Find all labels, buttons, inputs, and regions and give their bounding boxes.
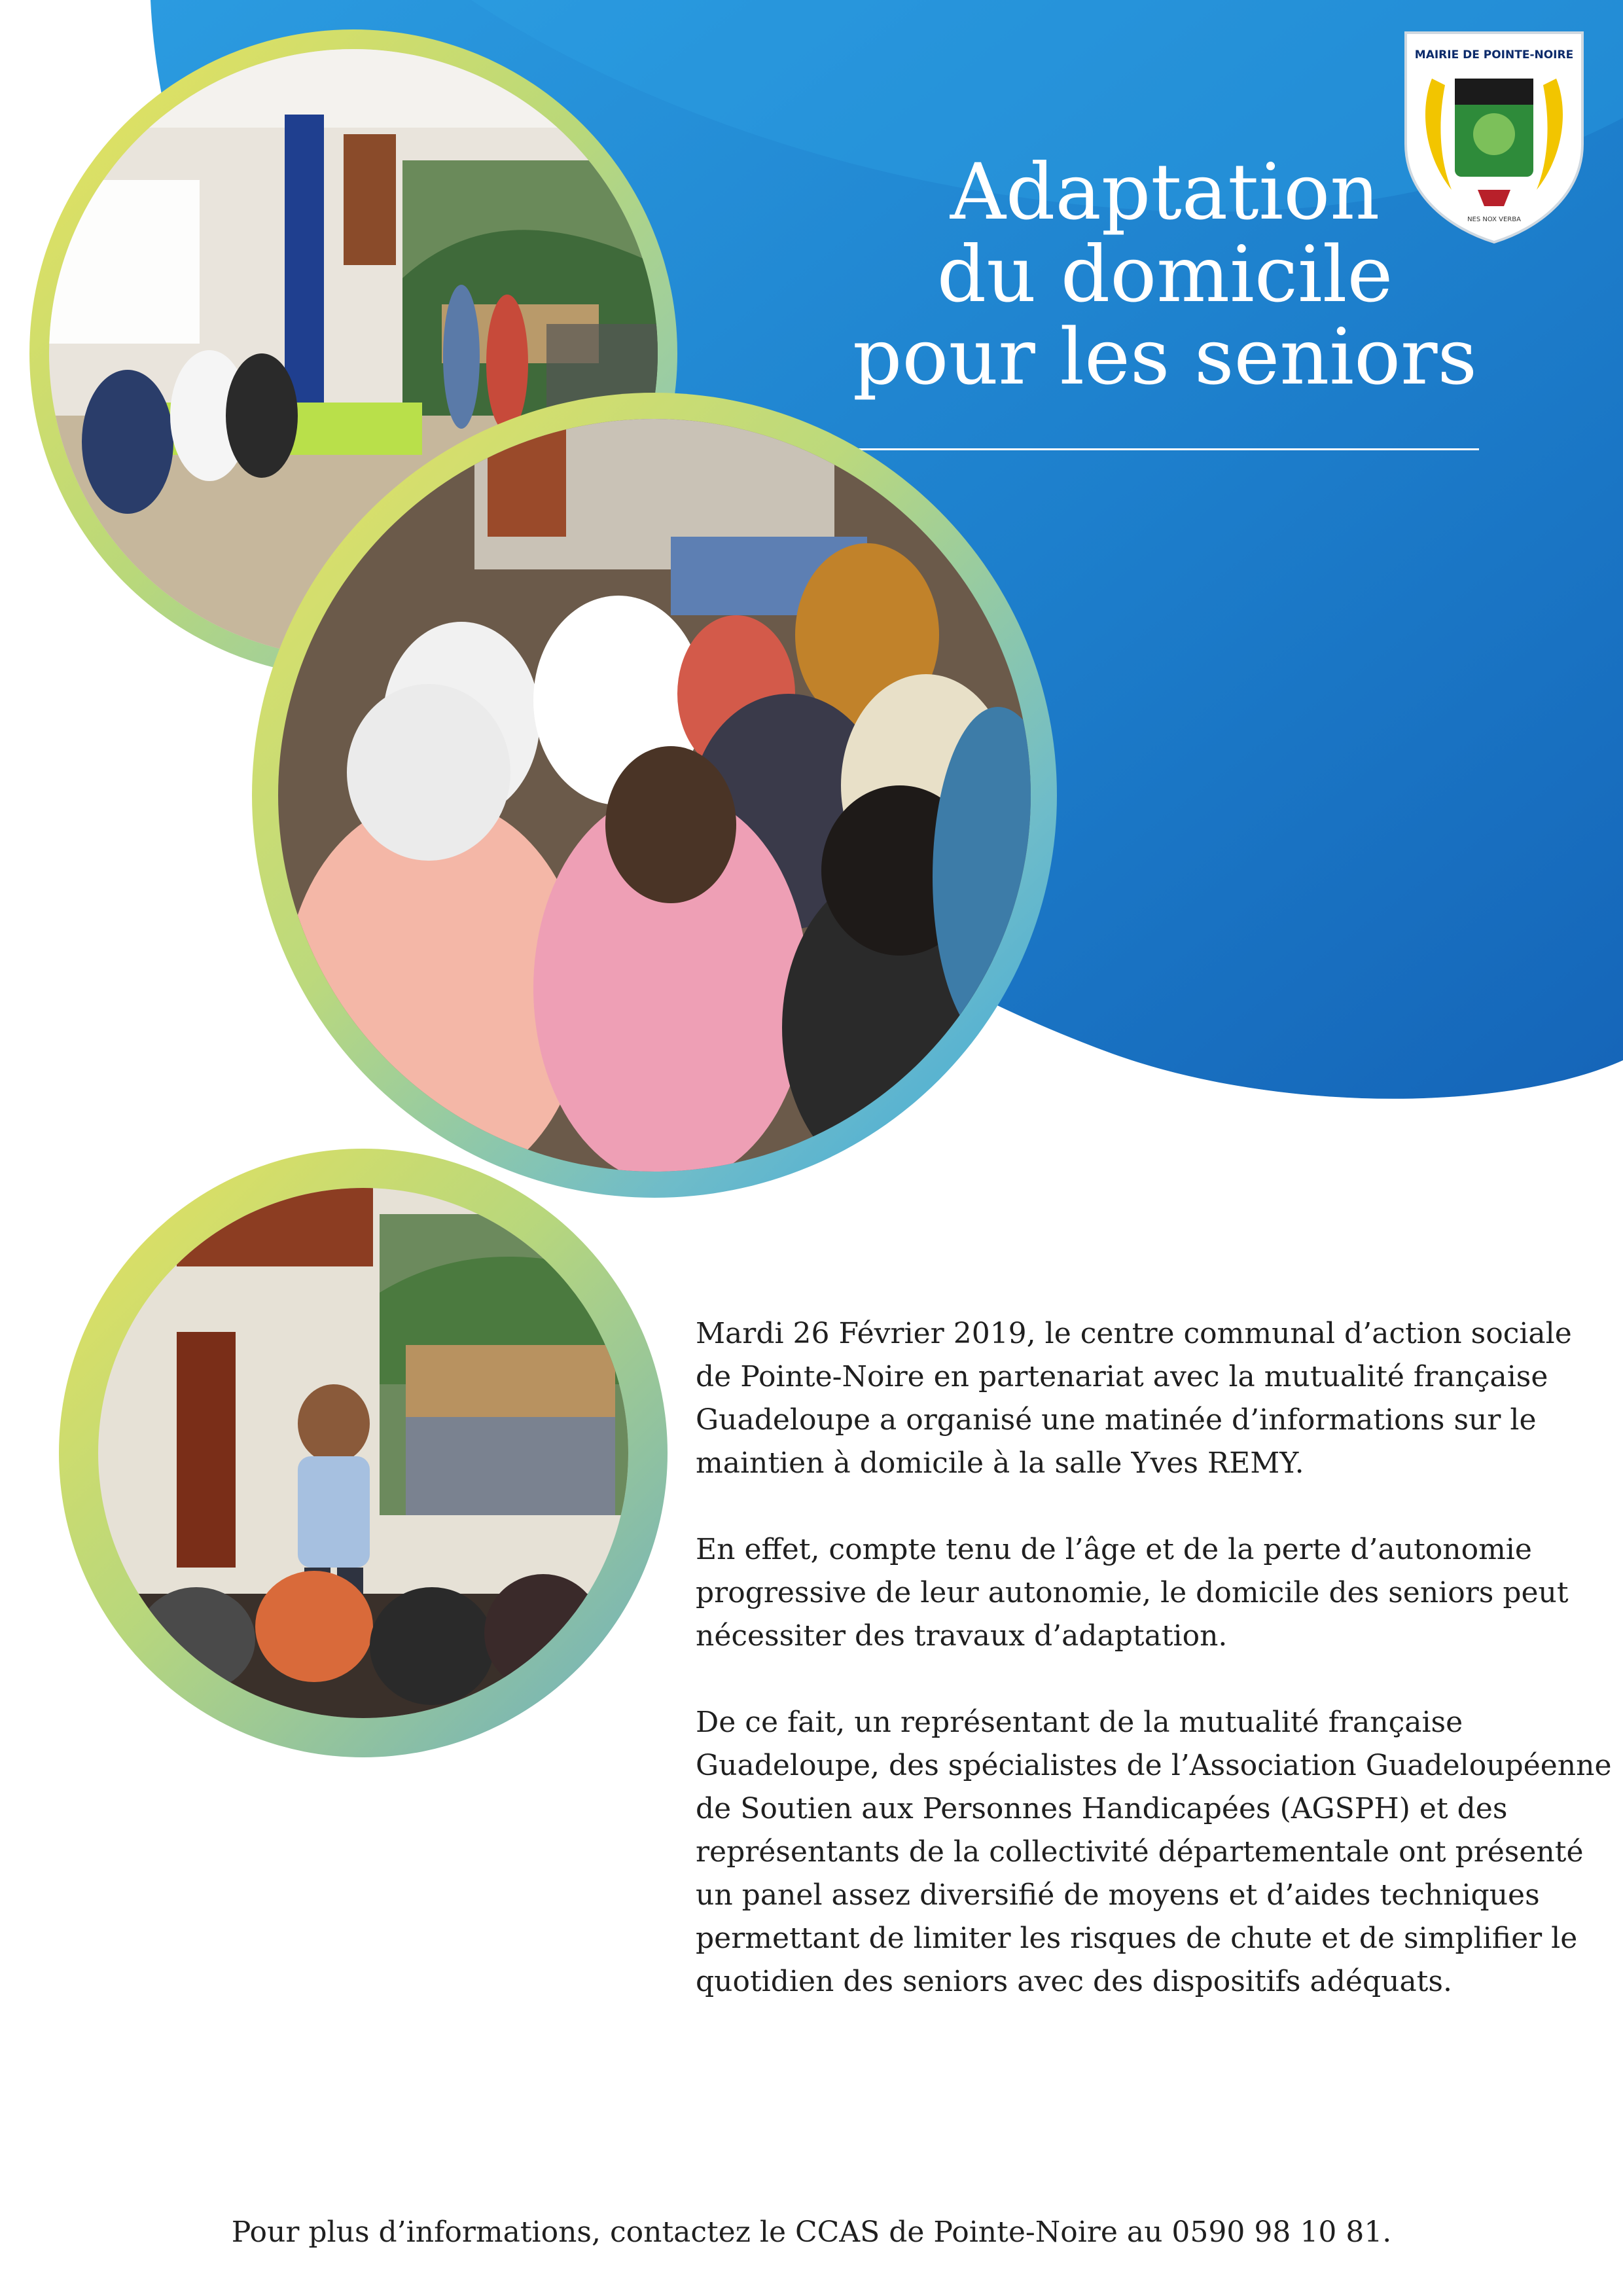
title-underline xyxy=(831,448,1479,450)
article-body xyxy=(696,1312,1612,2047)
title-line-2: du domicile xyxy=(936,229,1393,319)
article-paragraph-2: En effet, compte tenu de l’âge et de la perte d’autonomie progressive de leur autonomie, le domicile des seniors peut nécessiter des travaux d’adaptation. xyxy=(696,1533,1569,1653)
logo-motto: NES NOX VERBA xyxy=(1467,216,1521,223)
title-line-3: pour les seniors xyxy=(852,312,1478,402)
title-line-1: Adaptation xyxy=(950,147,1380,237)
article-paragraph-1: Mardi 26 Février 2019, le centre communal d’action sociale de Pointe-Noire en partenariat avec la mutualité française Guadeloupe a organisé une matinée d’informations sur le maintien à domicile à la salle Yves REMY. xyxy=(696,1317,1572,1480)
speaker-photo xyxy=(98,1188,628,1718)
audience-photo xyxy=(278,419,1031,1172)
contact-footer: Pour plus d’informations, contactez le CCAS de Pointe-Noire au 0590 98 10 81. xyxy=(231,2215,1392,2249)
page-title xyxy=(759,147,1571,402)
logo-name: MAIRIE DE POINTE-NOIRE xyxy=(1414,48,1574,62)
article-paragraph-3: De ce fait, un représentant de la mutualité française Guadeloupe, des spécialistes de l’Association Guadeloupéenne de Soutien aux Personnes Handicapées (AGSPH) et des représentants de la collectivité départementale ont présenté un panel assez diversifié de moyens et d’aides techniques permettant de limiter les risques de chute et de simplifier le quotidien des seniors avec des dispositifs adéquats. xyxy=(696,1706,1612,1998)
